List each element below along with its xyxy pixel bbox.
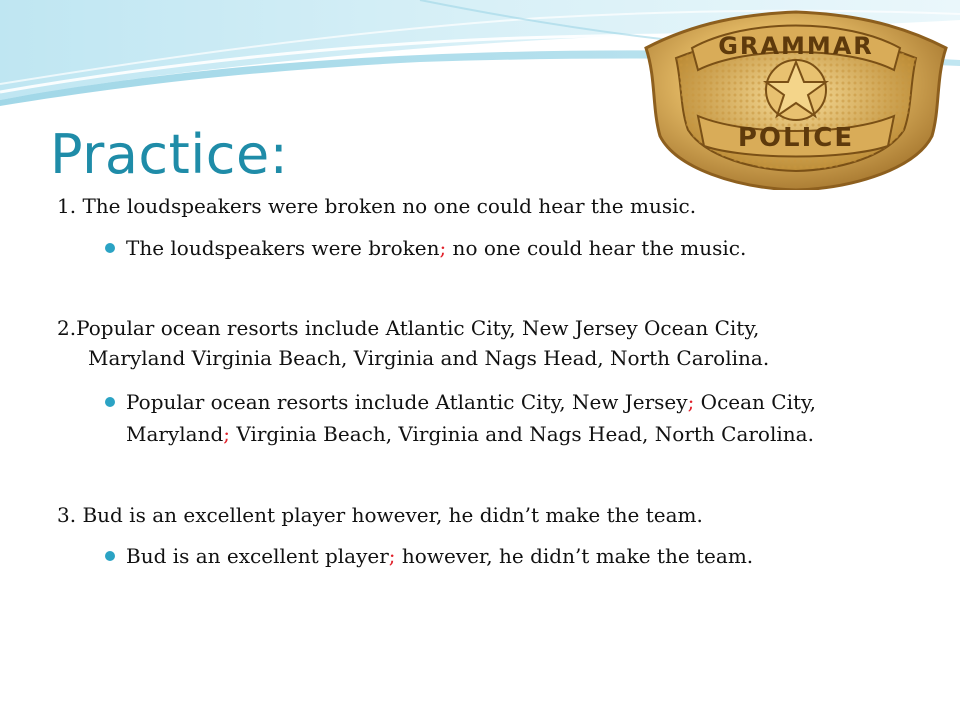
badge-top-text: GRAMMAR: [718, 32, 874, 60]
answer-2: Popular ocean resorts include Atlantic City, New Jersey; Ocean City, Maryland; Virginia Beach, Virginia and Nags Head, North Carolina.: [105, 386, 960, 450]
semicolon-highlight: ;: [223, 422, 231, 446]
slide-title: Practice:: [50, 123, 289, 186]
semicolon-highlight: ;: [439, 236, 447, 260]
answer-3: Bud is an excellent player; however, he didn’t make the team.: [105, 540, 960, 572]
prompt-1: 1. The loudspeakers were broken no one could hear the music.: [57, 194, 697, 218]
bullet-icon: [105, 551, 115, 561]
prompt-2: 2.Popular ocean resorts include Atlantic City, New Jersey Ocean City, Maryland Virginia Beach, Virginia and Nags Head, North Carolina.: [57, 316, 770, 370]
semicolon-highlight: ;: [687, 390, 695, 414]
prompt-3: 3. Bud is an excellent player however, he didn’t make the team.: [57, 503, 703, 527]
bullet-icon: [105, 397, 115, 407]
semicolon-highlight: ;: [388, 544, 396, 568]
badge-bottom-text: POLICE: [737, 123, 855, 153]
bullet-icon: [105, 243, 115, 253]
answer-1: The loudspeakers were broken; no one could hear the music.: [105, 232, 960, 264]
